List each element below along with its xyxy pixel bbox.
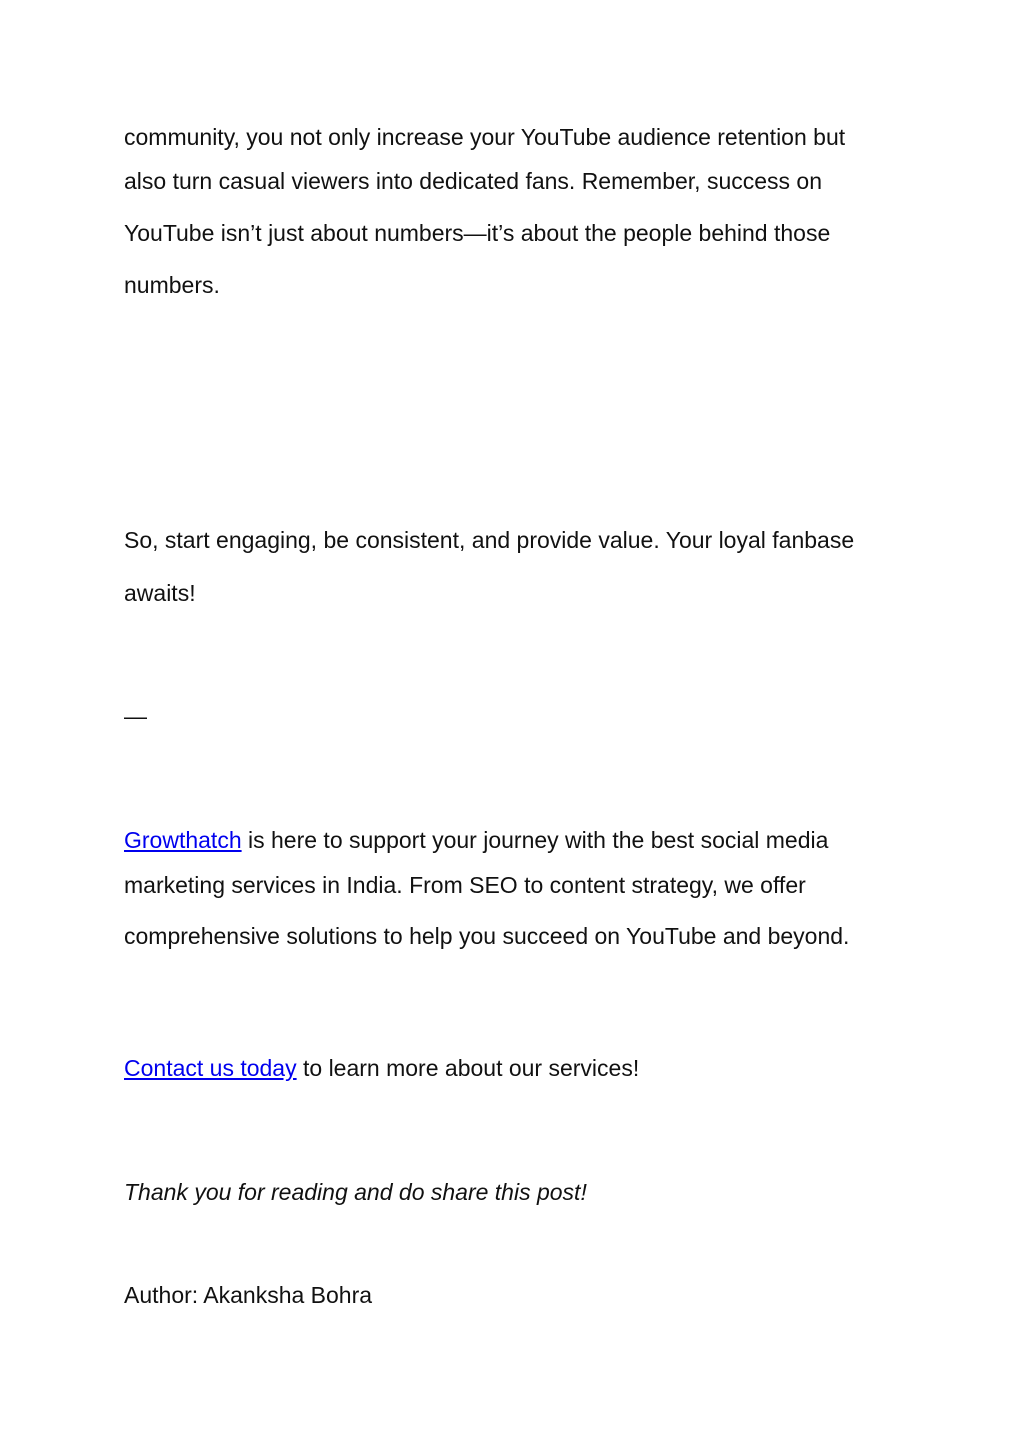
contact-us-link[interactable]: Contact us today — [124, 1055, 297, 1081]
thanks-line: Thank you for reading and do share this post! — [124, 1179, 587, 1205]
paragraph-1-line-2: also turn casual viewers into dedicated fans. Remember, success on — [124, 168, 823, 194]
paragraph-1-line-4: numbers. — [124, 272, 220, 298]
paragraph-1-line-3: YouTube isn’t just about numbers—it’s about the people behind those — [124, 220, 831, 246]
growthatch-link[interactable]: Growthatch — [124, 827, 242, 853]
author-line: Author: Akanksha Bohra — [124, 1282, 373, 1308]
paragraph-3-line-1-text: is here to support your journey with the best social media — [241, 827, 829, 853]
contact-line-text: to learn more about our services! — [296, 1055, 640, 1081]
paragraph-3-line-1 — [124, 826, 828, 854]
contact-line — [124, 1054, 639, 1082]
paragraph-3-line-3: comprehensive solutions to help you succeed on YouTube and beyond. — [124, 923, 850, 949]
paragraph-3-line-2: marketing services in India. From SEO to content strategy, we offer — [124, 872, 806, 898]
separator-dash: — — [124, 703, 147, 729]
paragraph-2-line-1: So, start engaging, be consistent, and provide value. Your loyal fanbase — [124, 527, 855, 553]
paragraph-1-line-1: community, you not only increase your YouTube audience retention but — [124, 124, 846, 150]
paragraph-2-line-2: awaits! — [124, 580, 196, 606]
